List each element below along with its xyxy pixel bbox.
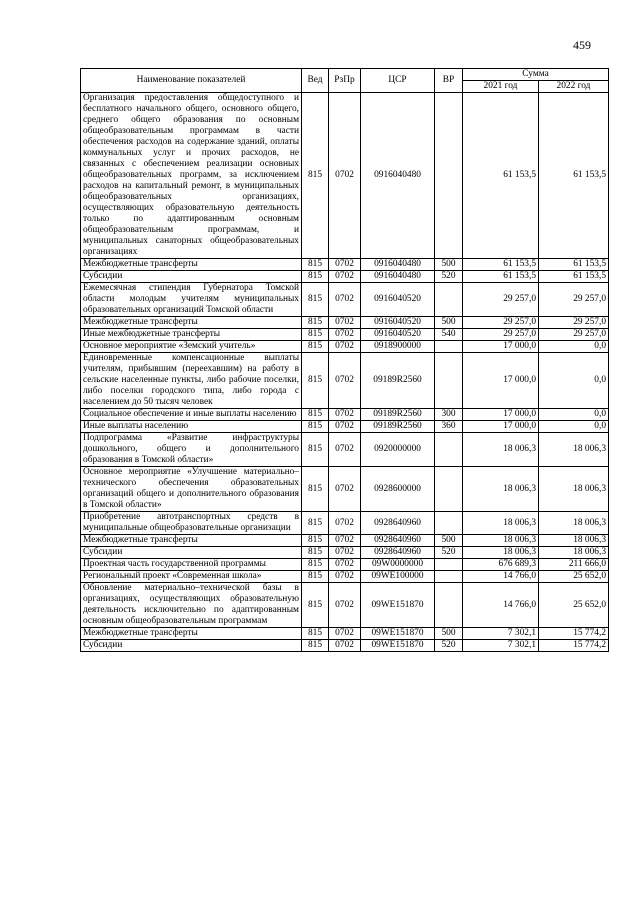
row-vr [435,433,463,467]
row-rzpr: 0702 [329,353,361,409]
row-sum-2021: 14 766,0 [463,571,539,583]
row-vr [435,283,463,317]
row-name: Проектная часть государственной программы [81,559,302,571]
row-sum-2022: 29 257,0 [539,329,609,341]
row-csr: 09WE151870 [361,628,435,640]
row-rzpr: 0702 [329,317,361,329]
row-csr: 0916040480 [361,271,435,283]
row-ved: 815 [302,535,329,547]
row-sum-2021: 18 006,3 [463,547,539,559]
table-row [81,547,609,559]
table-row [81,640,609,652]
row-sum-2022: 18 006,3 [539,535,609,547]
table-row [81,512,609,535]
budget-table [80,68,609,652]
row-ved: 815 [302,433,329,467]
row-sum-2022: 0,0 [539,409,609,421]
row-rzpr: 0702 [329,559,361,571]
row-sum-2021: 17 000,0 [463,341,539,353]
row-rzpr: 0702 [329,259,361,271]
row-vr: 500 [435,317,463,329]
table-row [81,583,609,628]
row-name: Субсидии [81,271,302,283]
row-vr: 520 [435,640,463,652]
row-vr [435,93,463,259]
row-rzpr: 0702 [329,341,361,353]
row-ved: 815 [302,559,329,571]
table-row [81,259,609,271]
row-csr: 09189R2560 [361,409,435,421]
row-sum-2022: 15 774,2 [539,628,609,640]
row-sum-2021: 14 766,0 [463,583,539,628]
table-row [81,93,609,259]
row-name: Приобретение автотранспортных средств в муниципальные общеобразовательные организации [81,512,302,535]
table-header [81,69,609,93]
row-name: Региональный проект «Современная школа» [81,571,302,583]
row-vr: 300 [435,409,463,421]
row-sum-2022: 61 153,5 [539,271,609,283]
row-sum-2022: 25 652,0 [539,583,609,628]
row-name: Подпрограмма «Развитие инфраструктуры дошкольного, общего и дополнительного образования в Томской области» [81,433,302,467]
row-vr: 500 [435,628,463,640]
row-vr: 500 [435,535,463,547]
row-sum-2022: 0,0 [539,341,609,353]
row-sum-2021: 18 006,3 [463,467,539,512]
row-sum-2021: 18 006,3 [463,535,539,547]
table-row [81,409,609,421]
row-ved: 815 [302,329,329,341]
row-rzpr: 0702 [329,535,361,547]
table-row [81,329,609,341]
row-rzpr: 0702 [329,421,361,433]
row-sum-2022: 0,0 [539,353,609,409]
row-csr: 0928640960 [361,535,435,547]
row-sum-2022: 18 006,3 [539,512,609,535]
row-ved: 815 [302,512,329,535]
row-sum-2021: 29 257,0 [463,329,539,341]
row-ved: 815 [302,583,329,628]
row-name: Иные выплаты населению [81,421,302,433]
row-name: Межбюджетные трансферты [81,628,302,640]
table-row [81,433,609,467]
row-sum-2021: 18 006,3 [463,512,539,535]
row-vr: 500 [435,259,463,271]
row-rzpr: 0702 [329,628,361,640]
row-sum-2021: 7 302,1 [463,628,539,640]
row-ved: 815 [302,353,329,409]
row-csr: 09WE151870 [361,583,435,628]
row-csr: 09WE151870 [361,640,435,652]
row-vr [435,571,463,583]
row-csr: 09W0000000 [361,559,435,571]
row-csr: 0928640960 [361,547,435,559]
table-row [81,571,609,583]
row-ved: 815 [302,283,329,317]
table-row [81,628,609,640]
row-ved: 815 [302,547,329,559]
row-sum-2022: 18 006,3 [539,433,609,467]
header-vr: ВР [435,69,463,93]
header-2022: 2022 год [539,81,609,93]
row-name: Обновление материально–технической базы в организациях, осуществляющих образовательную деятельность исключительно по адаптированным основным общеобразовательным программам [81,583,302,628]
row-ved: 815 [302,271,329,283]
table-row [81,535,609,547]
row-csr: 0928600000 [361,467,435,512]
header-2021: 2021 год [463,81,539,93]
row-sum-2021: 17 000,0 [463,353,539,409]
header-ved: Вед [302,69,329,93]
row-rzpr: 0702 [329,433,361,467]
row-rzpr: 0702 [329,571,361,583]
row-rzpr: 0702 [329,283,361,317]
row-sum-2022: 18 006,3 [539,547,609,559]
row-csr: 09189R2560 [361,353,435,409]
table-row [81,353,609,409]
row-sum-2022: 61 153,5 [539,93,609,259]
row-rzpr: 0702 [329,93,361,259]
row-rzpr: 0702 [329,583,361,628]
row-rzpr: 0702 [329,512,361,535]
row-sum-2021: 676 689,3 [463,559,539,571]
row-sum-2022: 18 006,3 [539,467,609,512]
row-ved: 815 [302,341,329,353]
row-name: Субсидии [81,547,302,559]
row-name: Межбюджетные трансферты [81,535,302,547]
row-ved: 815 [302,640,329,652]
header-rzpr: РзПр [329,69,361,93]
row-ved: 815 [302,628,329,640]
table-row [81,341,609,353]
table-row [81,271,609,283]
row-vr [435,353,463,409]
row-rzpr: 0702 [329,271,361,283]
row-sum-2021: 7 302,1 [463,640,539,652]
row-vr [435,583,463,628]
row-vr [435,341,463,353]
row-rzpr: 0702 [329,467,361,512]
row-name: Ежемесячная стипендия Губернатора Томской области молодым учителям муниципальных образовательных организаций Томской области [81,283,302,317]
row-ved: 815 [302,421,329,433]
row-sum-2021: 29 257,0 [463,283,539,317]
row-sum-2022: 61 153,5 [539,259,609,271]
row-name: Субсидии [81,640,302,652]
page-number: 459 [573,38,591,52]
row-sum-2022: 29 257,0 [539,317,609,329]
row-vr [435,512,463,535]
row-ved: 815 [302,93,329,259]
table-row [81,467,609,512]
row-sum-2022: 211 666,0 [539,559,609,571]
row-ved: 815 [302,317,329,329]
row-vr: 520 [435,271,463,283]
row-name: Основное мероприятие «Улучшение материально–технического обеспечения образовательных организаций общего и дополнительного образования в Томской области» [81,467,302,512]
row-sum-2022: 25 652,0 [539,571,609,583]
table-row [81,283,609,317]
row-csr: 0916040520 [361,317,435,329]
row-csr: 0918900000 [361,341,435,353]
row-sum-2021: 61 153,5 [463,259,539,271]
row-sum-2021: 18 006,3 [463,433,539,467]
row-ved: 815 [302,409,329,421]
row-sum-2022: 29 257,0 [539,283,609,317]
row-name: Иные межбюджетные трансферты [81,329,302,341]
table-row [81,317,609,329]
row-csr: 0916040480 [361,259,435,271]
header-csr: ЦСР [361,69,435,93]
row-name: Основное мероприятие «Земский учитель» [81,341,302,353]
row-csr: 0916040520 [361,329,435,341]
header-sum: Сумма [463,69,609,81]
header-name: Наименование показателей [81,69,302,93]
row-sum-2022: 15 774,2 [539,640,609,652]
row-sum-2021: 61 153,5 [463,271,539,283]
row-rzpr: 0702 [329,547,361,559]
row-sum-2021: 17 000,0 [463,409,539,421]
row-sum-2022: 0,0 [539,421,609,433]
row-sum-2021: 61 153,5 [463,93,539,259]
row-name: Социальное обеспечение и иные выплаты населению [81,409,302,421]
row-ved: 815 [302,259,329,271]
row-ved: 815 [302,571,329,583]
table-body [81,93,609,652]
row-vr: 540 [435,329,463,341]
row-vr [435,559,463,571]
row-name: Межбюджетные трансферты [81,317,302,329]
row-vr [435,467,463,512]
row-ved: 815 [302,467,329,512]
row-sum-2021: 29 257,0 [463,317,539,329]
row-csr: 09WE100000 [361,571,435,583]
row-rzpr: 0702 [329,329,361,341]
row-name: Организация предоставления общедоступного и бесплатного начального общего, основного общего, среднего общего образования по основным общеобразовательным программам в части обеспечения расходов на содержание зданий, оплаты коммунальных услуг и прочих расходов, не связанных с обеспечением реализации основных общеобразовательных программ, за исключением расходов на капитальный ремонт, в муниципальных общеобразовательных организациях, осуществляющих образовательную деятельность только по адаптированным основным общеобразовательным программам, и муниципальных санаторных общеобразовательных организациях [81,93,302,259]
table-row [81,421,609,433]
row-name: Единовременные компенсационные выплаты учителям, прибывшим (переехавшим) на работу в сельские населенные пункты, либо рабочие поселки, либо поселки городского типа, либо города с населением до 50 тысяч человек [81,353,302,409]
row-rzpr: 0702 [329,409,361,421]
table-row [81,559,609,571]
row-vr: 520 [435,547,463,559]
row-csr: 0920000000 [361,433,435,467]
row-csr: 0916040520 [361,283,435,317]
row-rzpr: 0702 [329,640,361,652]
row-vr: 360 [435,421,463,433]
row-sum-2021: 17 000,0 [463,421,539,433]
row-name: Межбюджетные трансферты [81,259,302,271]
row-csr: 09189R2560 [361,421,435,433]
row-csr: 0928640960 [361,512,435,535]
row-csr: 0916040480 [361,93,435,259]
